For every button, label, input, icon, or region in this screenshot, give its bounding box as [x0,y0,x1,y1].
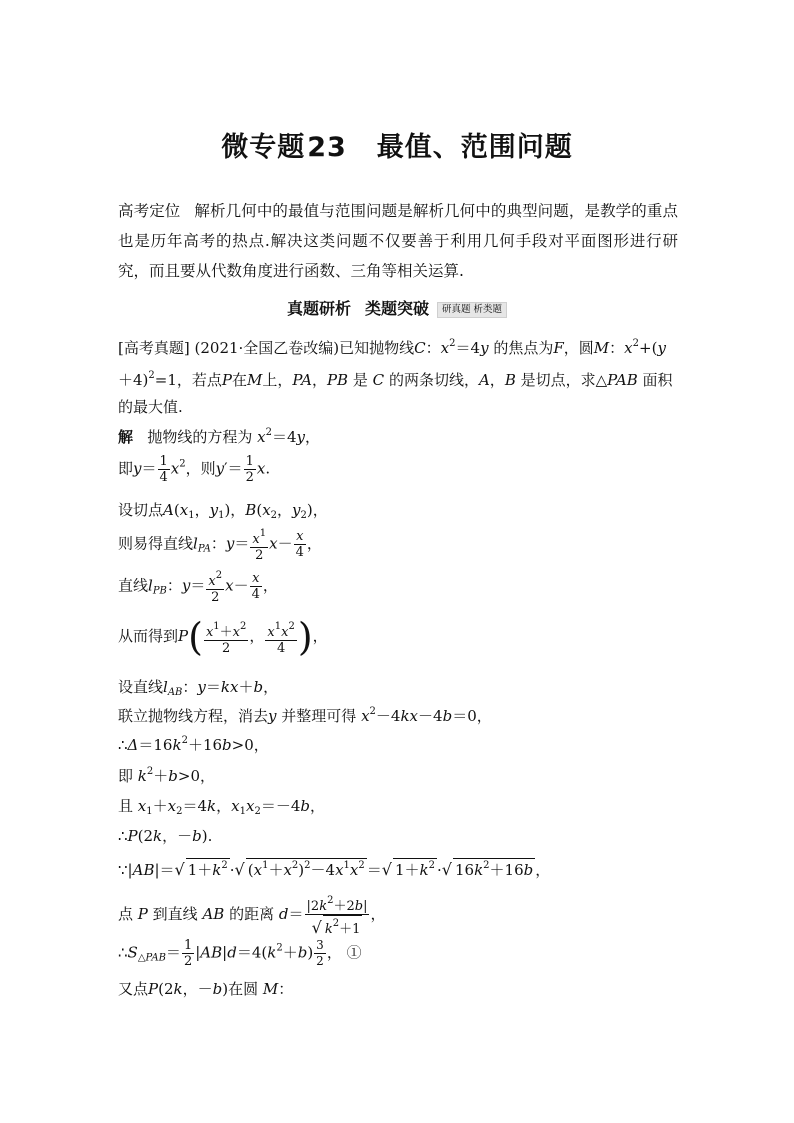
solution-line-1: 解 抛物线的方程为 $x^2=4y$， [118,427,321,446]
solution-line-9: $\therefore\Delta=16k^2+16b>0$， [118,735,269,754]
problem-text: 是 [352,371,368,389]
problem-text: 是切点，求△ [520,371,608,389]
solution-text: 且 [118,797,134,815]
solution-text: 在圆 [228,980,259,998]
fraction: $\frac{3}{2}$ [316,938,324,968]
solution-text: 设直线 [118,678,164,696]
problem-text: + [639,339,652,357]
fraction: $\frac{1}{2}$ [183,938,193,969]
solution-text: ∴ [118,736,128,754]
solution-text: 联立抛物线方程，消去 [118,707,269,725]
title-number: 23 [307,132,347,163]
problem-text: 上， [262,371,293,389]
solution-text: 从而得到 [118,627,179,645]
solution-line-7: 设直线$l_{AB}$：y＝kx＋b， [118,678,279,698]
fraction: $\frac{x^1}{2}$ [252,528,267,563]
problem-text: 的焦点为 [493,339,554,357]
solution-text: 则 [200,459,216,478]
fraction: $\frac{x^2}{2}$ [208,570,223,605]
solution-line-3: 设切点$A(x_1$，$y_1$)，$B(x_2$，$y_2$)， [118,501,328,521]
fraction: $\frac{x^1+x^2}{2}$ [205,620,247,656]
solution-text: 点 [118,905,134,923]
title-text: 最值、范围问题 [376,132,573,163]
solution-line-8: 联立抛物线方程，消去y 并整理可得 $x^2-4kx-4b=0$， [118,706,492,725]
problem-statement: [高考真题] (2021·全国乙卷改编)已知抛物线C：$x^2=4y$ 的焦点为F，圆M：$x^2+(y+4)^2=1$，若点P在M上，PA，PB 是 C 的两条切线，A，B 是切点，求△PAB 面积的最大值. [118,338,673,416]
solution-text: 直线 [118,576,149,595]
solution-line-4: 则易得直线$l_{PA}$：y＝ $\frac{x^1}{2}$ x－ $\frac{x}{4}$ ， [118,528,322,563]
section-badge: 研真题 析类题 [437,302,507,318]
fraction: $\frac{|2k^2+2b|}{√ k^2+1}$ [306,895,368,937]
solution-text: 到直线 [152,905,198,923]
solution-line-12: ∴P(2k，－b). [118,827,213,845]
problem-text: 面积的最大值. [118,371,673,416]
solution-line-16: 又点P(2k，－b)在圆 M： [118,980,294,998]
page-title [0,125,794,164]
problem-source: (2021·全国乙卷改编) [194,339,340,357]
solution-text: 则易得直线 [118,534,194,553]
solution-text: 即 [118,459,134,478]
fraction: $\frac{1}{2}$ [245,454,254,485]
equation-mark: ① [346,943,362,962]
section-part1: 真题研析 [286,299,351,318]
solution-text: 即 [118,767,134,785]
solution-text: ∵ [118,861,128,879]
solution-text: ∴ [118,943,128,962]
fraction: $\frac{x}{4}$ [251,571,260,602]
intro-text: 解析几何中的最值与范围问题是解析几何中的典型问题，是教学的重点也是历年高考的热点.解决这类问题不仅要善于利用几何手段对平面图形进行研究，而且要从代数角度进行函数、三角等相关运算. [118,202,678,280]
problem-text: 的两条切线， [388,371,479,389]
solution-line-6: 从而得到P( $\frac{x^1+x^2}{2}$ ， $\frac{x^1x^2}{4}$ )， [118,615,328,659]
title-lead: 微专题 [221,132,306,163]
fraction: $\frac{x^1x^2}{4}$ [267,620,295,656]
solution-line-15: $\therefore S_{\triangle PAB}=$ $\frac{1}{2}$ $|AB|d=4(k^2+b)$ $\frac{3}{2}$ ， ① [118,938,362,969]
problem-text: 已知抛物线 [339,339,415,357]
intro-label: 高考定位 [118,202,181,220]
problem-text: 在 [232,371,248,389]
solution-text: ∴ [118,827,128,845]
solution-line-11: 且 $x_1+x_2=4k$，$x_1x_2=-4b$， [118,797,326,817]
solution-text: 设切点 [118,501,164,519]
fraction: $\frac{x}{4}$ [295,529,304,560]
solution-head: 解 [118,428,134,446]
section-heading [0,296,794,319]
solution-text: 的距离 [229,905,275,923]
solution-line-14: 点 P 到直线 AB 的距离 d＝ $\frac{|2k^2+2b|}{√ k^2+1}$ ， [118,895,386,937]
solution-text: 又点 [118,980,149,998]
problem-text: =1，若点 [154,371,222,389]
solution-line-2: 即y＝ $\frac{1}{4}$ $x^2$，则y′＝ $\frac{1}{2}$ x. [118,454,271,485]
problem-tag: [高考真题] [118,339,190,357]
intro-paragraph [118,196,678,286]
solution-text: 抛物线的方程为 [147,428,253,446]
solution-text: 并整理可得 [281,707,357,725]
problem-text: ，圆 [563,339,594,357]
solution-line-13: ∵|AB|＝√ $1+k^2$ ·√ $(x^1+x^2)^2-4x^1x^2$ ＝√ $1+k^2$ ·√ $16k^2+16b$ ， [118,860,551,879]
fraction: $\frac{1}{4}$ [159,454,168,485]
section-part2: 类题突破 [364,299,429,318]
solution-line-5: 直线$l_{PB}$：y＝ $\frac{x^2}{2}$ x－ $\frac{x}{4}$ ， [118,570,278,605]
solution-line-10: 即 $k^2+b>0$， [118,766,216,785]
